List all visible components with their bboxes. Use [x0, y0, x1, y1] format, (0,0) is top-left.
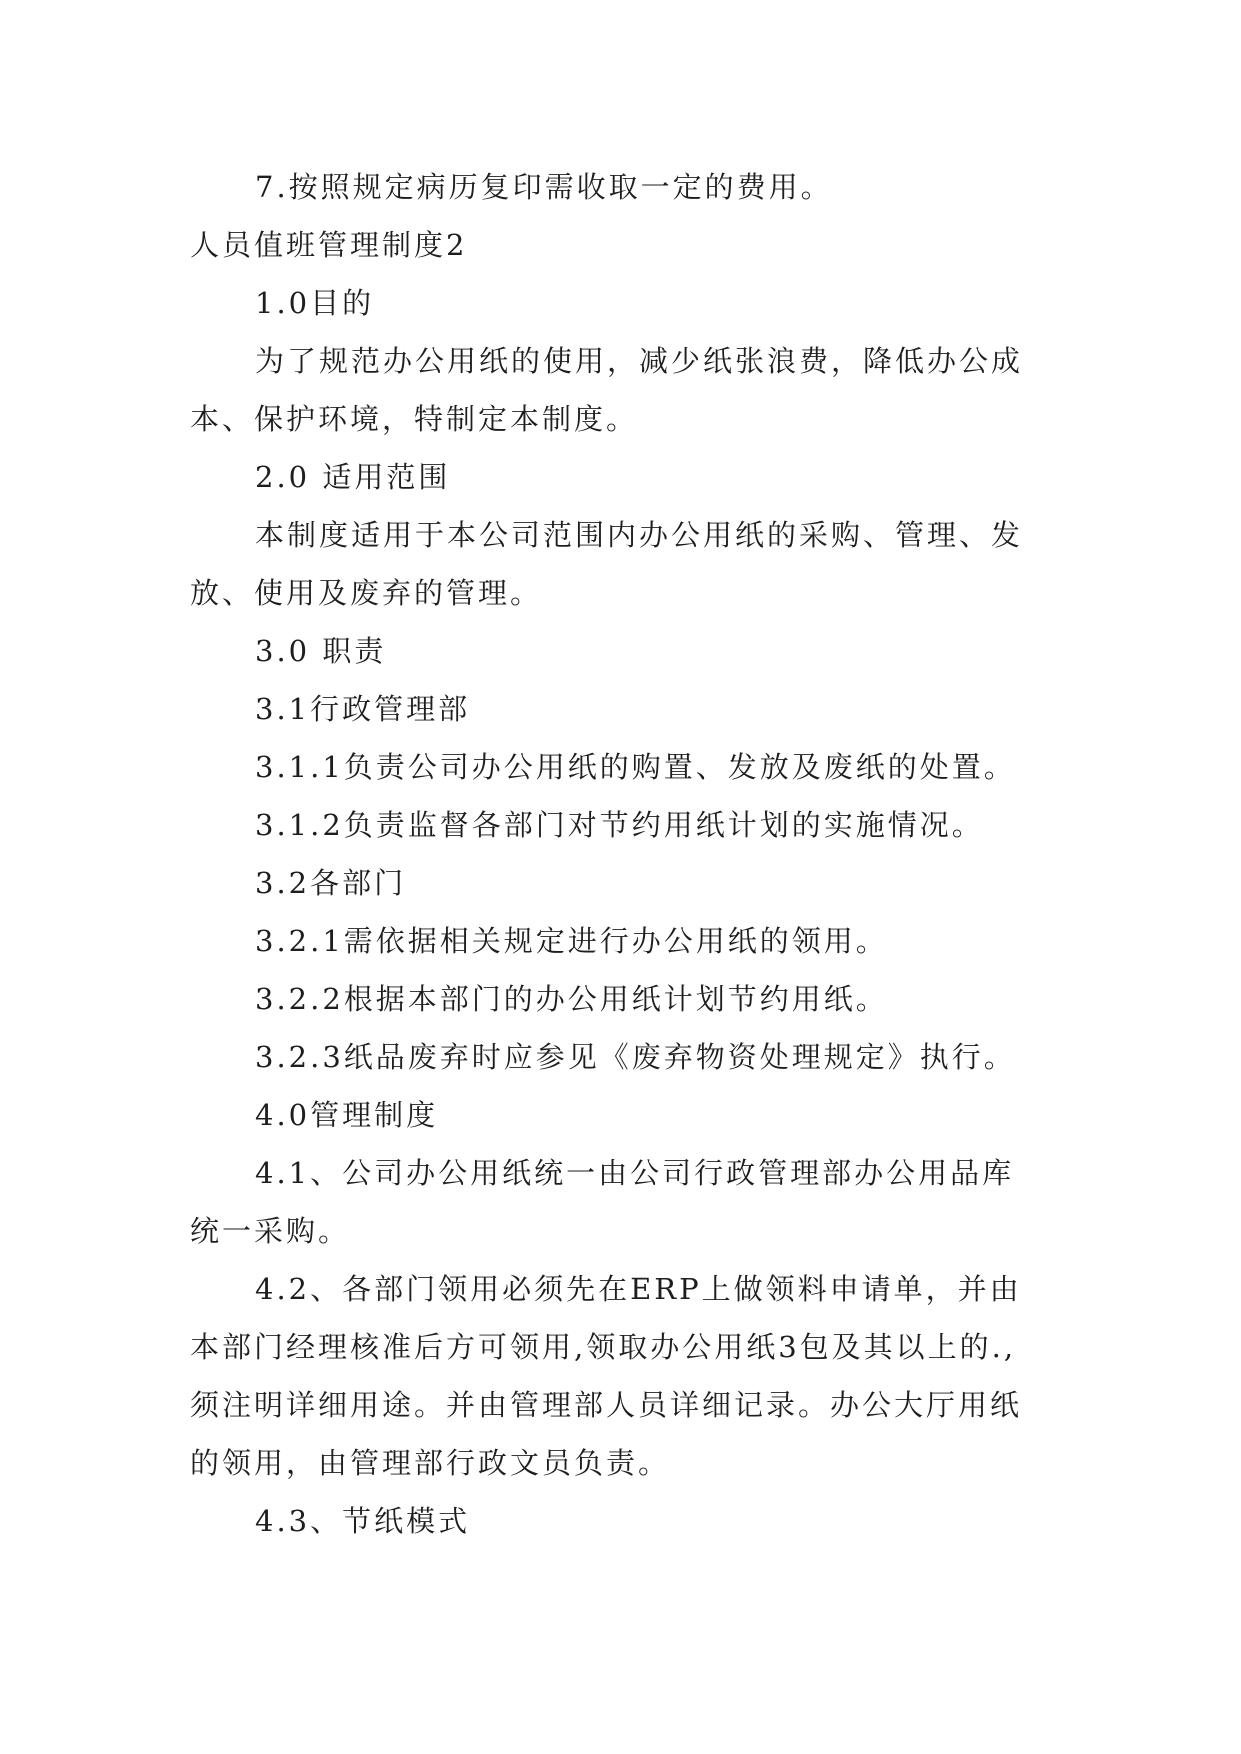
- text-line: 为了规范办公用纸的使用，减少纸张浪费，降低办公成: [255, 344, 1024, 378]
- text-line: 3.2.2根据本部门的办公用纸计划节约用纸。: [255, 982, 888, 1016]
- text-line: 3.2各部门: [255, 866, 407, 900]
- text-line: 放、使用及废弃的管理。: [190, 576, 543, 610]
- text-line: 7.按照规定病历复印需收取一定的费用。: [255, 170, 833, 204]
- text-line: 的领用，由管理部行政文员负责。: [190, 1446, 671, 1480]
- text-line: 4.0管理制度: [255, 1098, 439, 1132]
- text-line: 2.0 适用范围: [255, 460, 451, 494]
- text-line: 须注明详细用途。并由管理部人员详细记录。办公大厅用纸: [190, 1388, 1023, 1422]
- text-line: 统一采购。: [190, 1214, 351, 1248]
- text-line: 3.0 职责: [255, 634, 387, 668]
- text-line: 3.1.2负责监督各部门对节约用纸计划的实施情况。: [255, 808, 984, 842]
- text-line: 3.1.1负责公司办公用纸的购置、发放及废纸的处置。: [255, 750, 1016, 784]
- text-line: 本部门经理核准后方可领用,领取办公用纸3包及其以上的.,: [190, 1330, 1017, 1364]
- text-line: 3.2.1需依据相关规定进行办公用纸的领用。: [255, 924, 888, 958]
- text-line: 3.2.3纸品废弃时应参见《废弃物资处理规定》执行。: [255, 1040, 1016, 1074]
- text-line: 3.1行政管理部: [255, 692, 471, 726]
- text-line: 人员值班管理制度2: [190, 228, 468, 262]
- text-line: 本、保护环境，特制定本制度。: [190, 402, 639, 436]
- text-line: 4.2、各部门领用必须先在ERP上做领料申请单，并由: [255, 1272, 1022, 1306]
- text-line: 4.1、公司办公用纸统一由公司行政管理部办公用品库: [255, 1156, 1015, 1190]
- text-line: 4.3、节纸模式: [255, 1504, 471, 1538]
- text-line: 本制度适用于本公司范围内办公用纸的采购、管理、发: [255, 518, 1024, 552]
- text-line: 1.0目的: [255, 286, 375, 320]
- document-body: [190, 158, 1060, 1550]
